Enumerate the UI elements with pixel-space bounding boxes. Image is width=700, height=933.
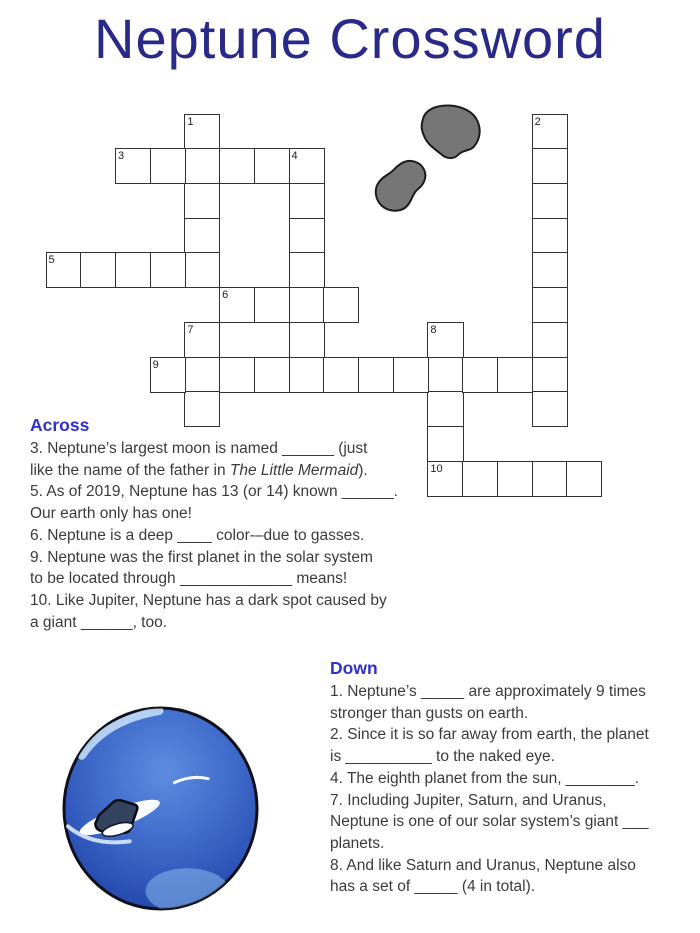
clue-text: 9. Neptune was the first planet in the solar system xyxy=(30,548,373,566)
grid-cell[interactable] xyxy=(219,287,255,323)
cell-number: 7 xyxy=(187,323,194,336)
grid-cell[interactable] xyxy=(289,252,325,288)
clue-line xyxy=(30,481,460,503)
clue-line xyxy=(330,833,698,855)
clue-line xyxy=(30,525,460,547)
clue-line xyxy=(30,612,460,634)
down-clues xyxy=(330,681,698,898)
clue-line xyxy=(330,855,698,877)
cell-number: 4 xyxy=(291,150,298,163)
cell-number: 8 xyxy=(430,323,437,336)
clue-text: planets. xyxy=(330,834,385,852)
clue-line xyxy=(30,568,460,590)
clue-line xyxy=(330,746,698,768)
cell-number: 3 xyxy=(117,150,125,163)
grid-cell[interactable] xyxy=(497,357,533,393)
grid-cell[interactable] xyxy=(532,357,568,393)
grid-cell[interactable] xyxy=(184,357,220,393)
clue-line xyxy=(330,703,698,725)
grid-cell[interactable] xyxy=(532,114,568,150)
grid-cell[interactable] xyxy=(532,287,568,323)
clue-text: stronger than gusts on earth. xyxy=(330,704,529,722)
clue-line xyxy=(330,876,698,898)
neptune-illustration xyxy=(62,706,261,913)
grid-cell[interactable] xyxy=(532,461,568,497)
grid-cell[interactable] xyxy=(289,218,325,254)
cell-number: 10 xyxy=(430,462,443,475)
grid-cell[interactable] xyxy=(427,322,463,358)
across-heading: Across xyxy=(30,415,90,435)
clue-text: 5. As of 2019, Neptune has 13 (or 14) known ______. xyxy=(30,483,398,501)
grid-cell[interactable] xyxy=(462,357,498,393)
cell-number: 9 xyxy=(152,358,159,371)
grid-cell[interactable] xyxy=(254,148,290,184)
grid-cell[interactable] xyxy=(497,461,533,497)
grid-cell[interactable] xyxy=(184,148,220,184)
asteroid-small-icon xyxy=(376,161,426,211)
across-clues xyxy=(30,438,460,633)
grid-cell[interactable] xyxy=(323,357,359,393)
page-title: Neptune Crossword xyxy=(94,7,606,70)
clue-line xyxy=(30,460,460,482)
clue-text: has a set of _____ (4 in total). xyxy=(330,878,536,896)
clue-text: 8. And like Saturn and Uranus, Neptune also xyxy=(330,856,636,874)
clue-line xyxy=(330,790,698,812)
clue-line xyxy=(30,590,460,612)
clue-text: 3. Neptune’s largest moon is named ______ (just xyxy=(30,440,368,457)
clue-line xyxy=(30,438,460,460)
grid-cell[interactable] xyxy=(289,183,325,219)
grid-cell[interactable] xyxy=(289,148,325,184)
grid-cell[interactable] xyxy=(532,148,568,184)
clue-text: Our earth only has one! xyxy=(30,505,192,523)
cell-number: 5 xyxy=(48,254,55,267)
grid-cell[interactable] xyxy=(323,287,359,323)
cell-number: 6 xyxy=(222,289,229,302)
clue-text: 1. Neptune’s _____ are approximately 9 times xyxy=(330,683,646,700)
clue-text: 2. Since it is so far away from earth, the planet xyxy=(330,726,649,744)
clue-text: like the name of the father in xyxy=(30,461,230,479)
grid-cell[interactable] xyxy=(427,357,463,393)
grid-cell[interactable] xyxy=(566,461,602,497)
grid-cell[interactable] xyxy=(46,252,82,288)
grid-cell[interactable] xyxy=(80,252,116,288)
clue-text: a giant ______, too. xyxy=(30,613,168,631)
clue-line xyxy=(30,503,460,525)
grid-cell[interactable] xyxy=(150,357,186,393)
grid-cell[interactable] xyxy=(219,148,255,184)
grid-cell[interactable] xyxy=(289,357,325,393)
grid-cell[interactable] xyxy=(532,322,568,358)
clue-text: to be located through _____________ means! xyxy=(30,570,348,588)
clue-text: is __________ to the naked eye. xyxy=(330,748,555,766)
cell-number: 2 xyxy=(534,115,541,128)
across-section xyxy=(30,414,460,633)
down-section xyxy=(330,657,698,898)
grid-cell[interactable] xyxy=(393,357,429,393)
grid-cell[interactable] xyxy=(150,148,186,184)
grid-cell[interactable] xyxy=(115,148,151,184)
grid-cell[interactable] xyxy=(358,357,394,393)
grid-cell[interactable] xyxy=(184,114,220,150)
clue-text: Neptune is one of our solar system’s giant ___ xyxy=(330,813,649,831)
clue-line xyxy=(330,768,698,790)
clue-line xyxy=(330,681,698,703)
grid-cell[interactable] xyxy=(219,357,255,393)
clue-text: 10. Like Jupiter, Neptune has a dark spot caused by xyxy=(30,591,387,609)
clue-text: 7. Including Jupiter, Saturn, and Uranus, xyxy=(330,791,607,809)
clue-text: 4. The eighth planet from the sun, ________. xyxy=(330,769,640,787)
clue-text: ). xyxy=(358,461,368,479)
grid-cell[interactable] xyxy=(150,252,186,288)
grid-cell[interactable] xyxy=(532,183,568,219)
clue-text-italic: The Little Mermaid xyxy=(229,461,359,479)
clue-line xyxy=(30,547,460,569)
down-heading: Down xyxy=(330,658,378,678)
asteroid-large-icon xyxy=(422,105,480,158)
grid-cell[interactable] xyxy=(184,183,220,219)
clue-line xyxy=(330,811,698,833)
grid-cell[interactable] xyxy=(254,357,290,393)
clue-text: 6. Neptune is a deep ____ color-–due to gasses. xyxy=(30,526,365,544)
grid-cell[interactable] xyxy=(289,322,325,358)
grid-cell[interactable] xyxy=(462,461,498,497)
grid-cell[interactable] xyxy=(532,391,568,427)
asteroid-illustration xyxy=(370,95,488,220)
grid-cell[interactable] xyxy=(184,322,220,358)
grid-cell[interactable] xyxy=(289,287,325,323)
grid-cell[interactable] xyxy=(184,252,220,288)
grid-cell[interactable] xyxy=(532,218,568,254)
grid-cell[interactable] xyxy=(115,252,151,288)
grid-cell[interactable] xyxy=(184,218,220,254)
grid-cell[interactable] xyxy=(532,252,568,288)
grid-cell[interactable] xyxy=(254,287,290,323)
cell-number: 1 xyxy=(187,115,194,128)
clue-line xyxy=(330,724,698,746)
